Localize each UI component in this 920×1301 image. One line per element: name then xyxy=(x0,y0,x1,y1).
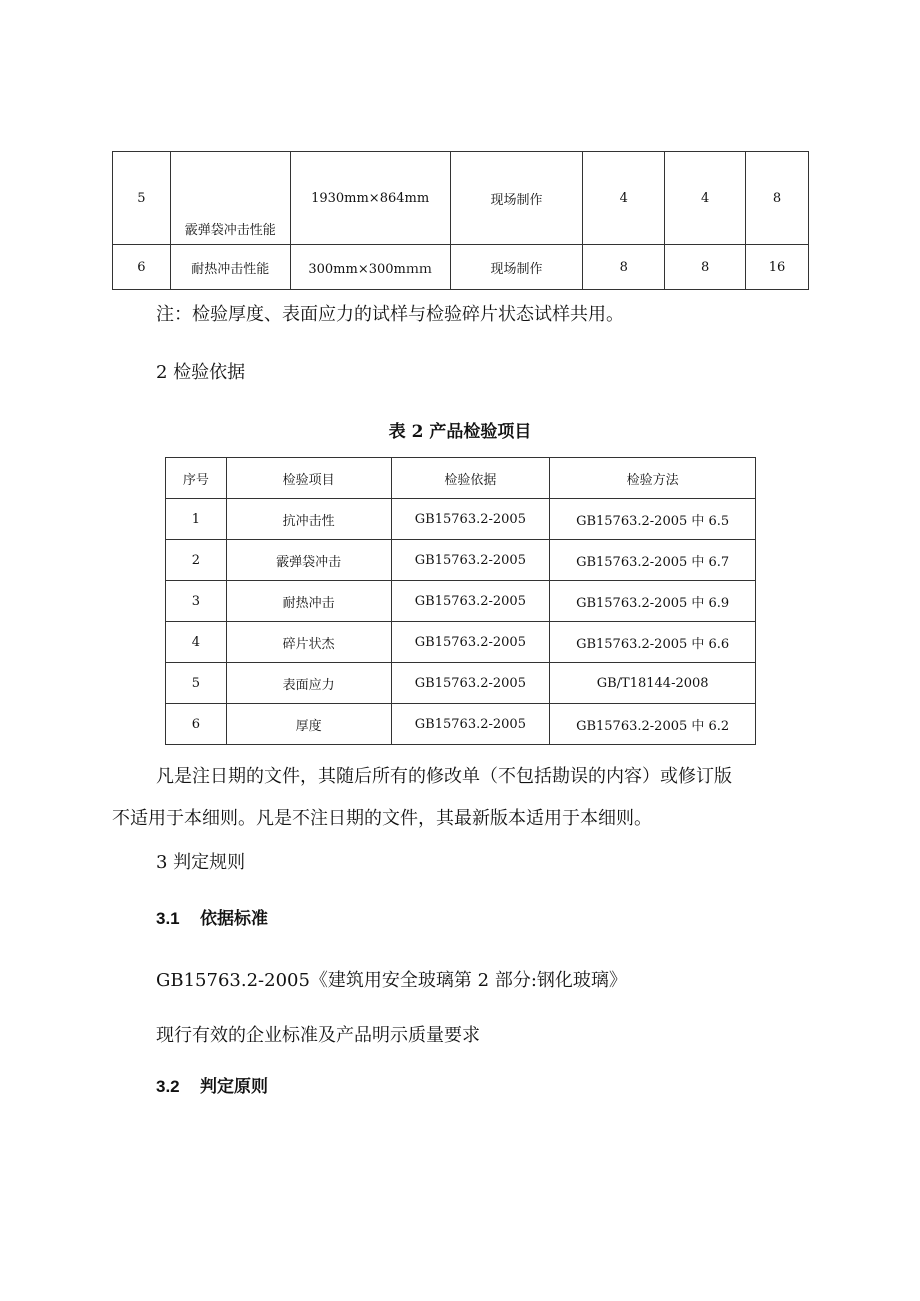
sample-table-continued xyxy=(112,151,809,290)
cell-item: 碎片状杰 xyxy=(226,622,391,663)
header-method: 检验方法 xyxy=(550,458,756,499)
table-row xyxy=(166,663,756,704)
cell-no: 2 xyxy=(166,540,227,581)
table-row xyxy=(166,622,756,663)
table-row xyxy=(166,581,756,622)
cell-method: GB15763.2-2005 中 6.7 xyxy=(550,540,756,581)
table-row xyxy=(113,152,809,245)
cell-item: 厚度 xyxy=(226,704,391,745)
subsection-title: 判定原则 xyxy=(200,1077,268,1096)
subsection-title: 依据标准 xyxy=(200,909,268,928)
section-3-heading: 3 判定规则 xyxy=(156,852,246,873)
table-2-caption: 表 2 产品检验项目 xyxy=(388,422,532,442)
table-row xyxy=(166,704,756,745)
cell-method: 现场制作 xyxy=(450,152,583,245)
table-header-row xyxy=(166,458,756,499)
cell-count-a: 8 xyxy=(583,245,665,290)
cell-method: GB15763.2-2005 中 6.9 xyxy=(550,581,756,622)
cell-no: 6 xyxy=(166,704,227,745)
subsection-3-1-heading xyxy=(156,904,268,929)
standard-reference: GB15763.2-2005《建筑用安全玻璃第 2 部分:钢化玻璃》 xyxy=(156,970,627,991)
header-basis: 检验依据 xyxy=(391,458,550,499)
cell-count-b: 8 xyxy=(665,245,746,290)
cell-basis: GB15763.2-2005 xyxy=(391,540,550,581)
cell-item: 表面应力 xyxy=(226,663,391,704)
cell-basis: GB15763.2-2005 xyxy=(391,581,550,622)
table-row xyxy=(113,245,809,290)
table-note: 注：检验厚度、表面应力的试样与检验碎片状态试样共用。 xyxy=(156,304,624,325)
subsection-number: 3.2 xyxy=(156,1077,180,1096)
section-2-heading: 2 检验依据 xyxy=(156,362,246,383)
cell-item: 抗冲击性 xyxy=(226,499,391,540)
cell-method: GB/T18144-2008 xyxy=(550,663,756,704)
cell-count-c: 16 xyxy=(746,245,809,290)
cell-no: 5 xyxy=(113,152,171,245)
cell-count-b: 4 xyxy=(665,152,746,245)
cell-basis: GB15763.2-2005 xyxy=(391,704,550,745)
cell-no: 5 xyxy=(166,663,227,704)
table-row xyxy=(166,499,756,540)
cell-count-a: 4 xyxy=(583,152,665,245)
cell-size: 300mm×300mｍｍ xyxy=(290,245,450,290)
cell-method: GB15763.2-2005 中 6.5 xyxy=(550,499,756,540)
subsection-3-2-heading xyxy=(156,1072,268,1097)
paragraph-line-2: 不适用于本细则。凡是不注日期的文件，其最新版本适用于本细则。 xyxy=(112,808,652,829)
cell-item: 霰弹袋冲击性能 xyxy=(170,152,290,245)
cell-basis: GB15763.2-2005 xyxy=(391,499,550,540)
cell-item: 耐热冲击性能 xyxy=(170,245,290,290)
cell-no: 4 xyxy=(166,622,227,663)
cell-basis: GB15763.2-2005 xyxy=(391,663,550,704)
inspection-items-table xyxy=(165,457,756,745)
cell-method: 现场制作 xyxy=(450,245,583,290)
cell-item: 霰弹袋冲击 xyxy=(226,540,391,581)
header-item: 检验项目 xyxy=(226,458,391,499)
header-no: 序号 xyxy=(166,458,227,499)
cell-method: GB15763.2-2005 中 6.6 xyxy=(550,622,756,663)
cell-item: 耐热冲击 xyxy=(226,581,391,622)
cell-size: 1930mm×864mm xyxy=(290,152,450,245)
cell-no: 3 xyxy=(166,581,227,622)
cell-method: GB15763.2-2005 中 6.2 xyxy=(550,704,756,745)
paragraph-line-1: 凡是注日期的文件，其随后所有的修改单（不包括勘误的内容）或修订版 xyxy=(156,766,732,787)
company-standard-line: 现行有效的企业标准及产品明示质量要求 xyxy=(156,1025,480,1046)
cell-basis: GB15763.2-2005 xyxy=(391,622,550,663)
cell-count-c: 8 xyxy=(746,152,809,245)
cell-no: 6 xyxy=(113,245,171,290)
cell-no: 1 xyxy=(166,499,227,540)
table-row xyxy=(166,540,756,581)
subsection-number: 3.1 xyxy=(156,909,180,928)
